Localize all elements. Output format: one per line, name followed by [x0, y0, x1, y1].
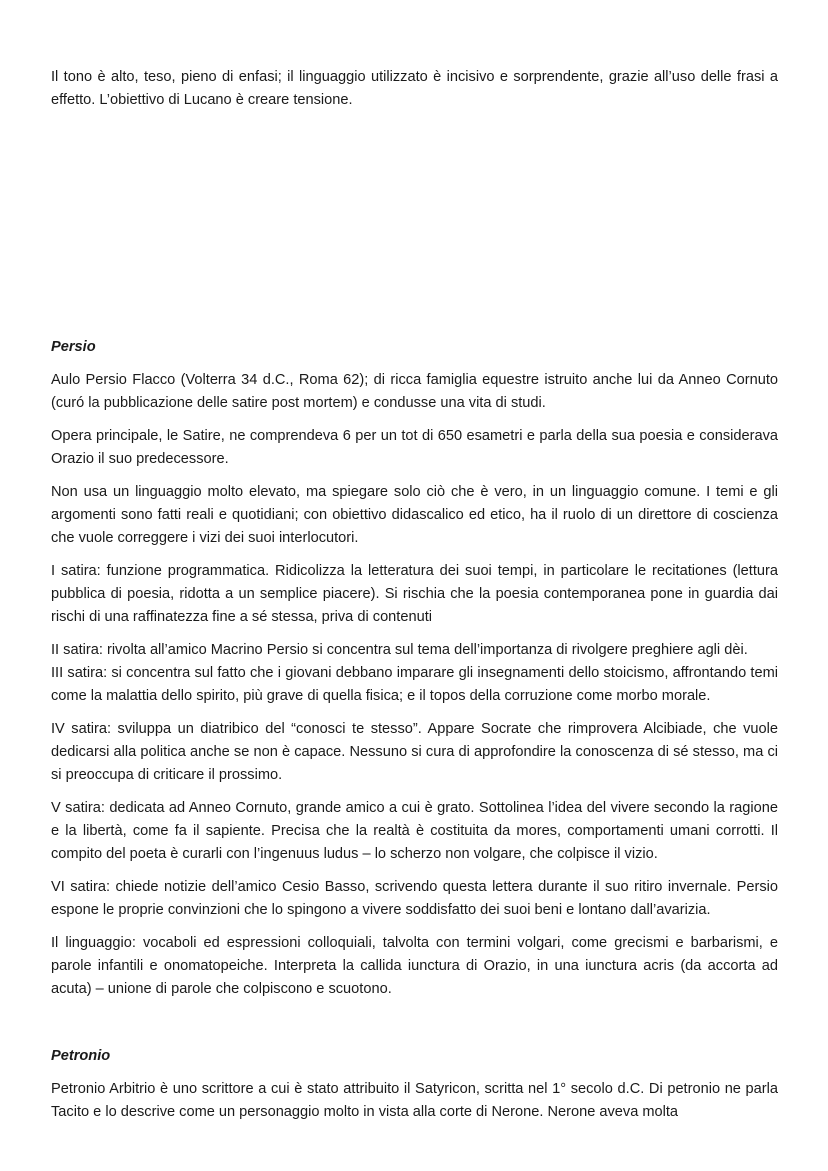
persio-paragraph-satira-6: VI satira: chiede notizie dell’amico Cesio Basso, scrivendo questa lettera durante il suo ritiro invernale. Persio espone le proprie convinzioni che lo spingono a vivere soddisfatto dei suoi beni e lontano dall’avarizia.: [51, 879, 778, 918]
persio-paragraph-satira-3: III satira: si concentra sul fatto che i giovani debbano imparare gli insegnamenti dello stoicismo, affrontando temi come la malattia dello spirito, più grave di quella fisica; e il topos della corruzione come morbo morale.: [51, 665, 778, 704]
persio-paragraph-linguaggio: Il linguaggio: vocaboli ed espressioni colloquiali, talvolta con termini volgari, come grecismi e barbarismi, e parole infantili e onomatopeiche. Interpreta la callida iunctura di Orazio, in una iunctura acris (da accorta ad acuta) – unione di parole che colpiscono e scuotono.: [51, 935, 778, 997]
section-heading-petronio: Petronio: [51, 1048, 111, 1064]
document-page: [51, 66, 778, 1134]
section-heading-persio: Persio: [51, 339, 96, 355]
persio-paragraph-satira-5: V satira: dedicata ad Anneo Cornuto, grande amico a cui è grato. Sottolinea l’idea del vivere secondo la ragione e la libertà, come fa il sapiente. Precisa che la realtà è costituita da mores, comportamenti umani corrotti. Il compito del poeta è curarli con l’ingenuus ludus – lo scherzo non volgare, che colpisce il vizio.: [51, 800, 778, 862]
persio-paragraph-language-themes: Non usa un linguaggio molto elevato, ma spiegare solo ciò che è vero, in un linguaggio comune. I temi e gli argomenti sono fatti reali e quotidiani; con obiettivo didascalico ed etico, ha il ruolo di un direttore di coscienza che vuole correggere i vizi dei suoi interlocutori.: [51, 484, 778, 546]
persio-paragraph-satire: Opera principale, le Satire, ne comprendeva 6 per un tot di 650 esametri e parla della sua poesia e considerava Orazio il suo predecessore.: [51, 428, 778, 467]
persio-paragraph-satira-2: II satira: rivolta all’amico Macrino Persio si concentra sul tema dell’importanza di rivolgere preghiere agli dèi.: [51, 642, 748, 658]
persio-paragraph-bio: Aulo Persio Flacco (Volterra 34 d.C., Roma 62); di ricca famiglia equestre istruito anche lui da Anneo Cornuto (curó la pubblicazione delle satire post mortem) e condusse una vita di studi.: [51, 372, 778, 411]
petronio-paragraph-intro: Petronio Arbitrio è uno scrittore a cui è stato attribuito il Satyricon, scritta nel 1° secolo d.C. Di petronio ne parla Tacito e lo descrive come un personaggio molto in vista alla corte di Nerone. Nerone aveva molta: [51, 1081, 778, 1120]
intro-paragraph: Il tono è alto, teso, pieno di enfasi; il linguaggio utilizzato è incisivo e sorprendente, grazie all’uso delle frasi a effetto. L’obiettivo di Lucano è creare tensione.: [51, 69, 778, 108]
persio-paragraph-satira-1: I satira: funzione programmatica. Ridicolizza la letteratura dei suoi tempi, in particolare le recitationes (lettura pubblica di poesia, ridotta a un semplice piacere). Si rischia che la poesia contemporanea pone in guardia dai rischi di una raffinatezza fine a sé stessa, priva di contenuti: [51, 563, 778, 625]
persio-paragraph-satira-4: IV satira: sviluppa un diatribico del “conosci te stesso”. Appare Socrate che rimprovera Alcibiade, che vuole dedicarsi alla politica anche se non è capace. Nessuno si cura di approfondire la conoscenza di sé stesso, ma ci si preoccupa di criticare il prossimo.: [51, 721, 778, 783]
